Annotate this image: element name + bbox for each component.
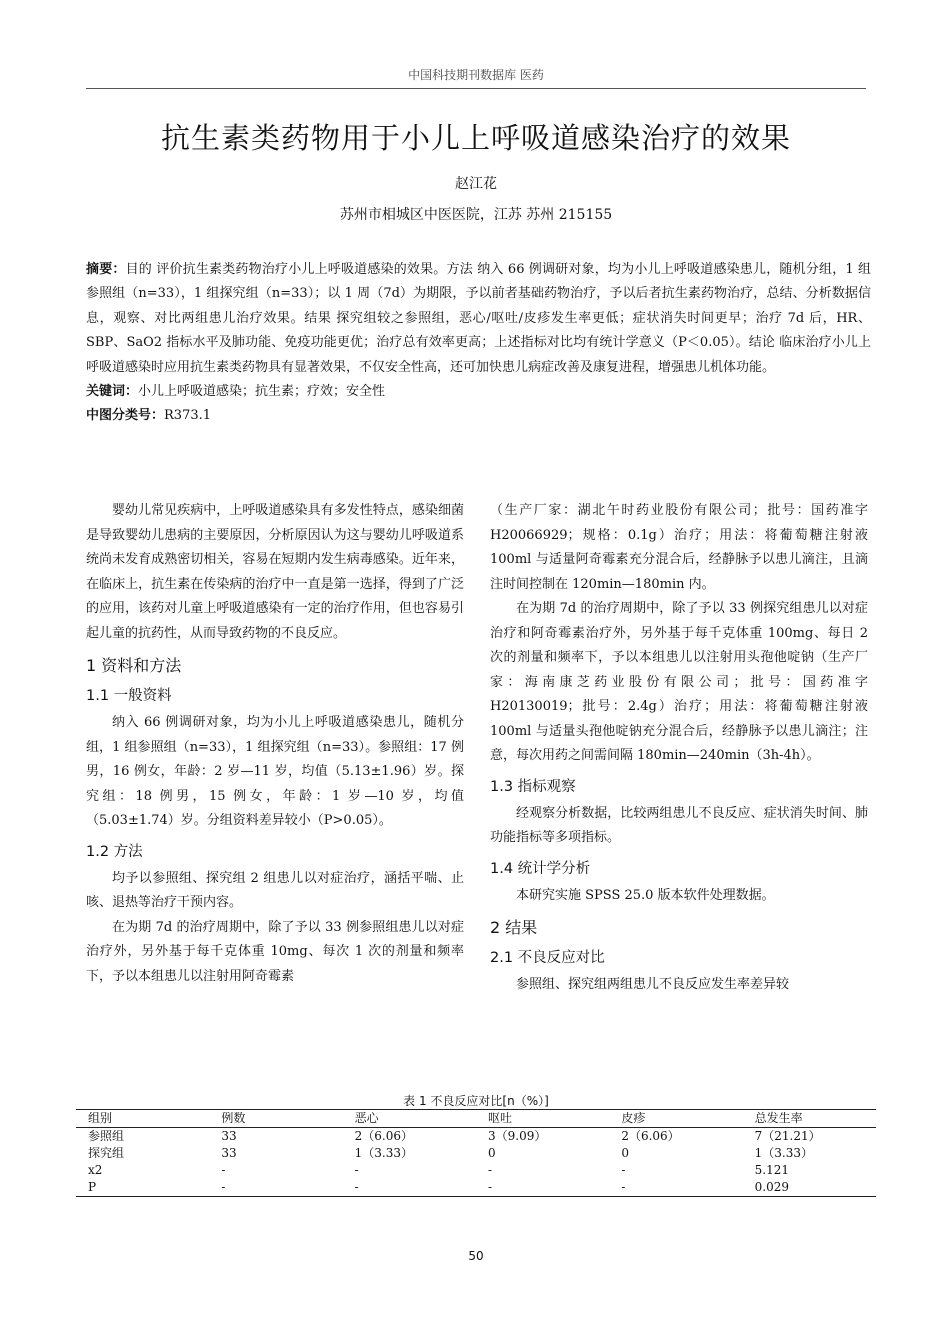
table-cell: 参照组 bbox=[88, 1129, 125, 1143]
abstract-paragraph bbox=[86, 258, 871, 380]
clc-line bbox=[86, 404, 871, 428]
table-cell: 0 bbox=[621, 1146, 629, 1160]
abstract-text: 目的 评价抗生素类药物治疗小儿上呼吸道感染的效果。方法 纳入 66 例调研对象，均为小儿上呼吸道感染患儿，随机分组，1 组参照组（n=33），1 组探究组（n=33）；以 1 周（7d）为期限，予以前者基础药物治疗，予以后者抗生素药物治疗，总结、分析数据信息，观察、对比两组患儿治疗效果。结果 探究组较之参照组，恶心/呕吐/皮疹发生率更低；症状消失时间更早；治疗 7d 后，HR、SBP、SaO2 指标水平及肺功能、免疫功能更优；治疗总有效率更高；上述指标对比均有统计学意义（P＜0.05）。结论 临床治疗小儿上呼吸道感染时应用抗生素类药物具有显著效果，不仅安全性高，还可加快患儿病症改善及康复进程，增强患儿机体功能。 bbox=[86, 262, 871, 375]
paragraph-1-4: 本研究实施 SPSS 25.0 版本软件处理数据。 bbox=[516, 887, 775, 903]
subsection-heading-1-2: 1.2 方法 bbox=[86, 843, 143, 860]
clc-text: R373.1 bbox=[164, 408, 212, 424]
table-cell: 1（3.33） bbox=[354, 1146, 414, 1160]
section-heading-2: 2 结果 bbox=[490, 918, 538, 937]
table-caption: 表 1 不良反应对比[n（%）] bbox=[403, 1094, 549, 1108]
abstract-block bbox=[86, 258, 871, 429]
table-row bbox=[76, 1128, 876, 1146]
table-header-cell: 皮疹 bbox=[621, 1111, 646, 1125]
table-cell: - bbox=[221, 1163, 226, 1177]
subsection-heading-2-1: 2.1 不良反应对比 bbox=[490, 950, 605, 966]
table-cell: 2（6.06） bbox=[621, 1129, 680, 1143]
author-affiliation: 苏州市相城区中医医院，江苏 苏州 215155 bbox=[339, 207, 613, 223]
table-row bbox=[76, 1179, 876, 1197]
table-cell: - bbox=[354, 1163, 359, 1177]
intro-paragraph: 婴幼儿常见疾病中，上呼吸道感染具有多发性特点，感染细菌是导致婴幼儿患病的主要原因，分析原因认为这与婴幼儿呼吸道系统尚未发育成熟密切相关，容易在短期内发生病毒感染。近年来，在临床上，抗生素在传染病的治疗中一直是第一选择，得到了广泛的应用，该药对儿童上呼吸道感染有一定的治疗作用，但也容易引起儿童的抗药性，从而导致药物的不良反应。 bbox=[86, 503, 464, 641]
table-header-cell: 恶心 bbox=[354, 1111, 379, 1125]
paragraph-1-1: 纳入 66 例调研对象，均为小儿上呼吸道感染患儿，随机分组，1 组参照组（n=33），1 组探究组（n=33）。参照组：17 例男，16 例女，年龄：2 岁—11 岁，均值（5.13±1.96）岁。探究组：18 例男，15 例女，年龄：1 岁—10 岁，均值（5.03±1.74）岁。分组资料差异较小（P>0.05）。 bbox=[86, 715, 464, 828]
section-heading-1: 1 资料和方法 bbox=[86, 656, 182, 675]
subsection-heading-1-1: 1.1 一般资料 bbox=[86, 688, 172, 704]
table-cell: 探究组 bbox=[88, 1146, 125, 1160]
table-cell: x2 bbox=[88, 1163, 103, 1177]
table-cell: 5.121 bbox=[754, 1163, 789, 1177]
paragraph-1-3: 经观察分析数据，比较两组患儿不良反应、症状消失时间、肺功能指标等多项指标。 bbox=[490, 805, 868, 845]
table-1 bbox=[76, 1109, 876, 1197]
keywords-label: 关键词： bbox=[86, 384, 139, 400]
header-rule bbox=[86, 88, 866, 89]
subsection-heading-1-4: 1.4 统计学分析 bbox=[490, 860, 591, 877]
table-cell: - bbox=[621, 1163, 626, 1177]
paragraph-1-2b: 在为期 7d 的治疗周期中，除了予以 33 例参照组患儿以对症治疗外，另外基于每千克体重 10mg、每次 1 次的剂量和频率下，予以本组患儿以注射用阿奇霉素 bbox=[86, 919, 464, 984]
table-row bbox=[76, 1162, 876, 1179]
body-column-right bbox=[490, 499, 868, 998]
table-cell: 2（6.06） bbox=[354, 1129, 414, 1143]
table-cell: 7（21.21） bbox=[754, 1129, 821, 1143]
table-header-cell: 总发生率 bbox=[754, 1111, 803, 1125]
table-cell: 3（9.09） bbox=[487, 1129, 547, 1143]
paragraph-1-2a: 均予以参照组、探究组 2 组患儿以对症治疗，涵括平喘、止咳、退热等治疗干预内容。 bbox=[86, 870, 464, 910]
page-number: 50 bbox=[468, 1249, 484, 1263]
table-cell: - bbox=[221, 1180, 226, 1194]
table-cell: - bbox=[354, 1180, 359, 1194]
abstract-label: 摘要： bbox=[86, 262, 126, 277]
table-cell: 33 bbox=[221, 1146, 237, 1160]
adverse-reaction-table bbox=[76, 1109, 876, 1197]
table-cell: - bbox=[487, 1180, 493, 1194]
table-cell: 33 bbox=[221, 1129, 237, 1143]
table-cell: - bbox=[487, 1163, 493, 1177]
keywords-line bbox=[86, 380, 871, 404]
body-column-left bbox=[86, 499, 464, 989]
table-header-cell: 呕吐 bbox=[487, 1111, 512, 1125]
table-row bbox=[76, 1145, 876, 1162]
clc-label: 中图分类号： bbox=[86, 408, 165, 424]
paragraph-2-1: 参照组、探究组两组患儿不良反应发生率差异较 bbox=[516, 977, 790, 992]
table-header-cell: 例数 bbox=[221, 1111, 246, 1125]
author-name: 赵江花 bbox=[455, 176, 497, 192]
table-header-cell: 组别 bbox=[88, 1111, 113, 1125]
table-cell: P bbox=[88, 1180, 97, 1194]
paragraph-continued: （生产厂家：湖北午时药业股份有限公司；批号：国药准字 H20066929；规格：0.1g）治疗；用法：将葡萄糖注射液 100ml 与适量阿奇霉素充分混合后，经静脉予以患儿滴注，且滴注时间控制在 120min—180min 内。 bbox=[490, 503, 868, 592]
table-cell: 0.029 bbox=[754, 1180, 789, 1194]
running-head: 中国科技期刊数据库 医药 bbox=[408, 68, 544, 82]
subsection-heading-1-3: 1.3 指标观察 bbox=[490, 778, 576, 795]
table-cell: 0 bbox=[487, 1146, 496, 1160]
keywords-text: 小儿上呼吸道感染；抗生素；疗效；安全性 bbox=[138, 384, 386, 400]
paragraph-1-2c: 在为期 7d 的治疗周期中，除了予以 33 例探究组患儿以对症治疗和阿奇霉素治疗外，另外基于每千克体重 100mg、每日 2 次的剂量和频率下，予以本组患儿以注射用头孢他啶钠（生产厂家：海南康芝药业股份有限公司；批号：国药准字 H20130019；批号：2.4g）治疗；用法：将葡萄糖注射液 100ml 与适量头孢他啶钠充分混合后，经静脉予以患儿滴注；注意，每次用药之间需间隔 180min—240min（3h-4h）。 bbox=[490, 601, 868, 763]
article-title: 抗生素类药物用于小儿上呼吸道感染治疗的效果 bbox=[160, 121, 791, 155]
table-cell: 1（3.33） bbox=[754, 1146, 813, 1160]
table-header-row bbox=[76, 1110, 876, 1128]
table-cell: - bbox=[621, 1180, 626, 1194]
